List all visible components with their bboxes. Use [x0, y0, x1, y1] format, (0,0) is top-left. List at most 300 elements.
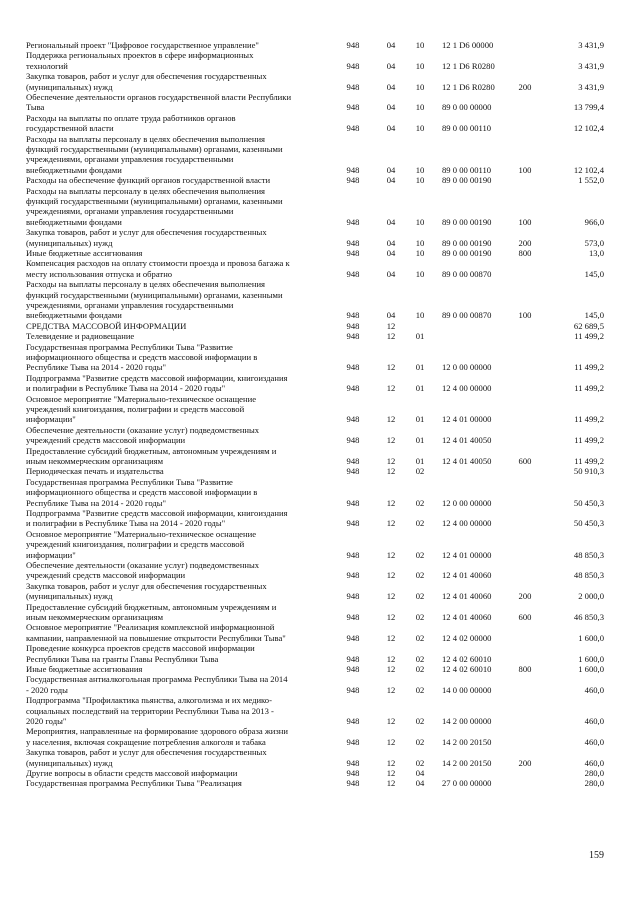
amount: 50 910,3 — [573, 466, 604, 477]
row-name — [26, 602, 338, 623]
row-name-line: Тыва — [26, 102, 45, 113]
code-grbs: 948 — [346, 310, 360, 321]
code-target-article: 12 4 01 40060 — [442, 570, 492, 581]
code-target-article: 12 4 00 00000 — [442, 518, 492, 529]
table-row — [0, 778, 640, 788]
code-grbs: 948 — [346, 455, 360, 466]
code-subsection: 02 — [415, 518, 425, 529]
code-section: 04 — [386, 248, 396, 258]
amount: 11 499,2 — [574, 455, 604, 466]
code-section: 12 — [386, 455, 396, 466]
table-row — [0, 602, 640, 623]
code-section: 12 — [386, 383, 396, 394]
table-row — [0, 92, 640, 113]
code-expense-type: 200 — [518, 81, 532, 92]
row-name-line: Подпрограмма "Профилактика пьянства, алкоголизма и их медико- — [26, 695, 272, 706]
code-grbs: 948 — [346, 653, 360, 664]
table-row — [0, 768, 640, 778]
amount: 46 850,3 — [573, 611, 604, 622]
row-name-line: иным некоммерческим организациям — [26, 456, 164, 466]
table-row — [0, 446, 640, 467]
code-section: 12 — [386, 591, 396, 602]
code-target-article: 89 0 00 00190 — [442, 216, 492, 227]
row-name-line: Основное мероприятие "Реализация комплексной информационной — [26, 622, 275, 633]
amount: 11 499,2 — [574, 414, 604, 425]
code-target-article: 12 1 D6 00000 — [442, 40, 494, 50]
row-name — [26, 331, 338, 341]
code-section: 12 — [386, 362, 396, 373]
row-name-line: Региональный проект "Цифровое государственное управление" — [26, 40, 259, 50]
table-row — [0, 113, 640, 134]
code-grbs: 948 — [346, 611, 360, 622]
code-section: 12 — [386, 653, 396, 664]
row-name — [26, 258, 338, 279]
row-name-line: Обеспечение деятельности (оказание услуг) подведомственных — [26, 424, 260, 435]
amount: 48 850,3 — [573, 549, 604, 560]
code-subsection: 02 — [415, 611, 425, 622]
code-subsection: 02 — [415, 736, 425, 747]
code-subsection: 02 — [415, 570, 425, 581]
row-name-line: функций государственными (муниципальными) органами, казенными — [26, 289, 283, 300]
code-grbs: 948 — [346, 684, 360, 695]
amount: 280,0 — [584, 778, 604, 789]
table-row — [0, 248, 640, 258]
row-name — [26, 768, 338, 778]
amount: 11 499,2 — [574, 383, 604, 394]
row-name-line: информационного общества и средств массовой информации в — [26, 352, 258, 362]
code-target-article: 12 4 01 00000 — [442, 414, 492, 425]
code-target-article: 14 2 00 00000 — [442, 715, 492, 726]
code-section: 12 — [386, 435, 396, 446]
code-section: 12 — [386, 757, 396, 768]
row-name-line: функций государственными (муниципальными) органами, казенными — [26, 196, 283, 206]
row-name-line: государственной власти — [26, 123, 114, 134]
code-target-article: 89 0 00 00000 — [442, 102, 492, 113]
table-row — [0, 258, 640, 279]
row-name-line: социальных последствий на территории Республики Тыва на 2013 - — [26, 705, 274, 716]
code-subsection: 01 — [415, 362, 425, 373]
code-subsection: 10 — [415, 310, 425, 321]
code-grbs: 948 — [346, 331, 360, 342]
amount: 1 600,0 — [578, 632, 604, 643]
row-name-line: Расходы на выплаты персоналу в целях обеспечения выполнения — [26, 133, 266, 144]
code-section: 12 — [386, 466, 396, 477]
code-target-article: 12 4 02 60010 — [442, 653, 492, 664]
code-target-article: 14 0 00 00000 — [442, 684, 492, 695]
row-name — [26, 529, 338, 560]
code-target-article: 12 1 D6 R0280 — [442, 81, 495, 92]
row-name-line: и полиграфии в Республике Тыва на 2014 - 2020 годы" — [26, 383, 226, 394]
row-name — [26, 342, 338, 373]
code-grbs: 948 — [346, 248, 360, 258]
code-section: 12 — [386, 664, 396, 674]
code-section: 12 — [386, 549, 396, 560]
code-grbs: 948 — [346, 81, 360, 92]
code-expense-type: 100 — [518, 164, 532, 175]
table-row — [0, 425, 640, 446]
amount: 48 850,3 — [573, 570, 604, 581]
row-name-line: внебюджетными фондами — [26, 216, 122, 227]
table-row — [0, 747, 640, 768]
amount: 1 600,0 — [578, 664, 604, 674]
code-target-article: 89 0 00 00110 — [442, 164, 492, 175]
row-name — [26, 279, 338, 321]
code-grbs: 948 — [346, 715, 360, 726]
row-name-line: у населения, включая сокращение потребления алкоголя и табака — [26, 736, 266, 747]
code-subsection: 02 — [415, 684, 425, 695]
row-name-line: Подпрограмма "Развитие средств массовой информации, книгоиздания — [26, 508, 288, 518]
code-section: 04 — [386, 40, 396, 50]
row-name-line: учреждений средств массовой информации — [26, 570, 186, 581]
table-row — [0, 40, 640, 50]
amount: 460,0 — [584, 757, 604, 768]
table-row — [0, 71, 640, 92]
row-name — [26, 71, 338, 92]
code-grbs: 948 — [346, 414, 360, 425]
row-name-line: Компенсация расходов на оплату стоимости проезда и провоза багажа к — [26, 258, 290, 269]
page-number: 159 — [589, 850, 604, 861]
row-name — [26, 643, 338, 664]
row-name-line: Мероприятия, направленные на формирование здорового образа жизни — [26, 726, 288, 737]
code-subsection: 01 — [415, 383, 425, 394]
code-section: 12 — [386, 331, 396, 342]
row-name — [26, 664, 338, 674]
code-grbs: 948 — [346, 123, 360, 134]
code-section: 12 — [386, 778, 396, 789]
code-expense-type: 200 — [518, 591, 532, 602]
code-grbs: 948 — [346, 383, 360, 394]
row-name — [26, 778, 338, 788]
code-target-article: 12 4 02 60010 — [442, 664, 492, 674]
code-subsection: 02 — [415, 757, 425, 768]
code-target-article: 89 0 00 00190 — [442, 248, 492, 258]
code-section: 04 — [386, 237, 396, 248]
code-grbs: 948 — [346, 549, 360, 560]
row-name-line: учреждениями, органами управления государственными — [26, 154, 234, 165]
row-name — [26, 477, 338, 508]
code-grbs: 948 — [346, 570, 360, 581]
row-name — [26, 726, 338, 747]
table-row — [0, 321, 640, 331]
table-row — [0, 581, 640, 602]
row-name — [26, 373, 338, 394]
row-name-line: учреждений книгоиздания, полиграфии и средств массовой — [26, 539, 245, 550]
row-name-line: Основное мероприятие "Материально-техническое оснащение — [26, 528, 257, 539]
amount: 573,0 — [584, 237, 604, 248]
table-row — [0, 50, 640, 71]
row-name-line: Государственная программа Республики Тыва "Развитие — [26, 341, 233, 352]
table-row — [0, 560, 640, 581]
amount: 460,0 — [584, 715, 604, 726]
amount: 11 499,2 — [574, 331, 604, 342]
row-name-line: внебюджетными фондами — [26, 164, 122, 175]
code-subsection: 10 — [415, 40, 425, 50]
code-subsection: 10 — [415, 123, 425, 134]
code-subsection: 01 — [415, 435, 425, 446]
row-name-line: и полиграфии в Республике Тыва на 2014 - 2020 годы" — [26, 518, 226, 529]
row-name-line: Обеспечение деятельности органов государственной власти Республики — [26, 92, 292, 102]
row-name-line: Государственная программа Республики Тыва "Реализация — [26, 778, 242, 789]
code-section: 12 — [386, 736, 396, 747]
code-subsection: 10 — [415, 216, 425, 227]
row-name — [26, 40, 338, 50]
code-section: 12 — [386, 570, 396, 581]
code-section: 04 — [386, 60, 396, 71]
code-expense-type: 200 — [518, 757, 532, 768]
code-grbs: 948 — [346, 102, 360, 113]
code-subsection: 10 — [415, 237, 425, 248]
table-row — [0, 529, 640, 560]
code-expense-type: 600 — [518, 455, 532, 466]
row-name-line: Поддержка региональных проектов в сфере информационных — [26, 50, 254, 61]
code-target-article: 12 1 D6 R0280 — [442, 60, 495, 71]
row-name-line: технологий — [26, 60, 68, 71]
code-target-article: 12 4 01 40060 — [442, 591, 492, 602]
row-name-line: - 2020 годы — [26, 684, 68, 695]
row-name-line: Проведение конкурса проектов средств массовой информации — [26, 643, 255, 654]
code-subsection: 10 — [415, 60, 425, 71]
table-row — [0, 394, 640, 425]
code-expense-type: 100 — [518, 216, 532, 227]
code-subsection: 10 — [415, 81, 425, 92]
code-subsection: 02 — [415, 664, 425, 674]
code-section: 12 — [386, 414, 396, 425]
code-section: 04 — [386, 102, 396, 113]
amount: 50 450,3 — [573, 518, 604, 529]
code-section: 04 — [386, 175, 396, 186]
code-target-article: 89 0 00 00190 — [442, 175, 492, 186]
code-target-article: 89 0 00 00190 — [442, 237, 492, 248]
table-row — [0, 643, 640, 664]
row-name-line: внебюджетными фондами — [26, 310, 122, 321]
code-subsection: 04 — [415, 768, 425, 778]
row-name-line: Закупка товаров, работ и услуг для обеспечения государственных — [26, 747, 267, 758]
row-name — [26, 425, 338, 446]
code-expense-type: 200 — [518, 237, 532, 248]
code-grbs: 948 — [346, 518, 360, 529]
row-name-line: информации" — [26, 414, 76, 425]
code-target-article: 12 4 01 00000 — [442, 549, 492, 560]
code-subsection: 02 — [415, 497, 425, 508]
code-subsection: 02 — [415, 466, 425, 477]
row-name — [26, 446, 338, 467]
row-name-line: Республике Тыва на 2014 - 2020 годы" — [26, 497, 167, 508]
row-name-line: иным некоммерческим организациям — [26, 612, 164, 622]
row-name-line: Государственная антиалкогольная программа Республики Тыва на 2014 — [26, 674, 288, 685]
code-target-article: 12 4 01 40060 — [442, 611, 492, 622]
code-section: 04 — [386, 123, 396, 134]
code-grbs: 948 — [346, 175, 360, 186]
row-name — [26, 695, 338, 726]
table-row — [0, 466, 640, 476]
table-row — [0, 342, 640, 373]
row-name-line: Основное мероприятие "Материально-техническое оснащение — [26, 393, 257, 404]
amount: 145,0 — [584, 310, 604, 321]
code-subsection: 10 — [415, 268, 425, 279]
code-subsection: 01 — [415, 414, 425, 425]
code-grbs: 948 — [346, 435, 360, 446]
row-name-line: СРЕДСТВА МАССОВОЙ ИНФОРМАЦИИ — [26, 320, 187, 331]
row-name — [26, 674, 338, 695]
amount: 1 600,0 — [578, 653, 604, 664]
amount: 966,0 — [584, 216, 604, 227]
code-grbs: 948 — [346, 216, 360, 227]
table-row — [0, 508, 640, 529]
row-name-line: Другие вопросы в области средств массовой информации — [26, 768, 238, 778]
table-row — [0, 175, 640, 185]
table-row — [0, 674, 640, 695]
amount: 1 552,0 — [578, 175, 604, 186]
code-subsection: 01 — [415, 331, 425, 342]
code-grbs: 948 — [346, 362, 360, 373]
row-name-line: (муниципальных) нужд — [26, 591, 113, 602]
code-grbs: 948 — [346, 237, 360, 248]
row-name-line: Предоставление субсидий бюджетным, автономным учреждениям и — [26, 445, 277, 456]
code-target-article: 12 4 00 00000 — [442, 383, 492, 394]
code-target-article: 14 2 00 20150 — [442, 736, 492, 747]
code-grbs: 948 — [346, 591, 360, 602]
row-name — [26, 248, 338, 258]
table-row — [0, 331, 640, 341]
code-target-article: 12 4 02 00000 — [442, 632, 492, 643]
row-name-line: учреждений средств массовой информации — [26, 435, 186, 446]
code-target-article: 89 0 00 00870 — [442, 310, 492, 321]
amount: 11 499,2 — [574, 362, 604, 373]
code-target-article: 27 0 00 00000 — [442, 778, 492, 789]
row-name-line: функций государственными (муниципальными) органами, казенными — [26, 144, 283, 154]
code-grbs: 948 — [346, 497, 360, 508]
row-name-line: Расходы на выплаты персоналу в целях обеспечения выполнения — [26, 185, 266, 196]
row-name — [26, 466, 338, 476]
row-name — [26, 394, 338, 425]
table-row — [0, 227, 640, 248]
table-row — [0, 664, 640, 674]
row-name-line: 2020 годы" — [26, 716, 67, 726]
code-target-article: 12 0 00 00000 — [442, 497, 492, 508]
table-row — [0, 726, 640, 747]
code-section: 04 — [386, 268, 396, 279]
code-grbs: 948 — [346, 768, 360, 778]
row-name-line: учреждениями, органами управления государственными — [26, 300, 234, 310]
code-section: 04 — [386, 310, 396, 321]
code-grbs: 948 — [346, 40, 360, 50]
code-section: 12 — [386, 768, 396, 778]
code-expense-type: 600 — [518, 611, 532, 622]
amount: 280,0 — [584, 768, 604, 778]
row-name — [26, 747, 338, 768]
table-row — [0, 477, 640, 508]
code-target-article: 12 0 00 00000 — [442, 362, 492, 373]
row-name-line: Подпрограмма "Развитие средств массовой информации, книгоиздания — [26, 372, 288, 383]
row-name-line: Расходы на выплаты по оплате труда работников органов — [26, 112, 236, 123]
code-target-article: 12 4 01 40050 — [442, 455, 492, 466]
row-name-line: Расходы на обеспечение функций органов государственной власти — [26, 175, 271, 186]
row-name-line: Телевидение и радиовещание — [26, 331, 135, 342]
row-name-line: информационного общества и средств массовой информации в — [26, 487, 258, 498]
code-subsection: 02 — [415, 653, 425, 664]
code-section: 12 — [386, 715, 396, 726]
row-name — [26, 175, 338, 185]
code-grbs: 948 — [346, 778, 360, 789]
row-name — [26, 113, 338, 134]
table-row — [0, 695, 640, 726]
row-name-line: Республики Тыва на гранты Главы Республики Тыва — [26, 653, 219, 664]
row-name-line: учреждений книгоиздания, полиграфии и средств массовой — [26, 404, 245, 414]
row-name — [26, 227, 338, 248]
amount: 3 431,9 — [578, 60, 604, 71]
code-subsection: 10 — [415, 175, 425, 186]
row-name — [26, 134, 338, 176]
code-subsection: 02 — [415, 591, 425, 602]
amount: 3 431,9 — [578, 81, 604, 92]
code-target-article: 12 4 01 40050 — [442, 435, 492, 446]
amount: 460,0 — [584, 684, 604, 695]
code-grbs: 948 — [346, 466, 360, 477]
code-target-article: 14 2 00 20150 — [442, 757, 492, 768]
table-row — [0, 134, 640, 176]
code-subsection: 10 — [415, 102, 425, 113]
code-subsection: 02 — [415, 632, 425, 643]
code-subsection: 02 — [415, 715, 425, 726]
row-name — [26, 560, 338, 581]
row-name-line: Иные бюджетные ассигнования — [26, 248, 143, 258]
code-section: 12 — [386, 518, 396, 529]
table-row — [0, 279, 640, 321]
amount: 3 431,9 — [578, 40, 604, 50]
code-grbs: 948 — [346, 664, 360, 674]
row-name-line: Обеспечение деятельности (оказание услуг) подведомственных — [26, 560, 260, 570]
code-section: 12 — [386, 320, 396, 331]
code-grbs: 948 — [346, 268, 360, 279]
row-name — [26, 508, 338, 529]
code-section: 12 — [386, 611, 396, 622]
row-name-line: (муниципальных) нужд — [26, 237, 113, 248]
amount: 12 102,4 — [573, 123, 604, 134]
row-name-line: Закупка товаров, работ и услуг для обеспечения государственных — [26, 227, 267, 238]
row-name-line: (муниципальных) нужд — [26, 81, 113, 92]
code-subsection: 01 — [415, 455, 425, 466]
code-grbs: 948 — [346, 320, 360, 331]
row-name-line: Расходы на выплаты персоналу в целях обеспечения выполнения — [26, 279, 266, 290]
row-name — [26, 186, 338, 228]
table-row — [0, 622, 640, 643]
code-grbs: 948 — [346, 164, 360, 175]
code-subsection: 10 — [415, 248, 425, 258]
row-name-line: Иные бюджетные ассигнования — [26, 664, 143, 674]
code-section: 04 — [386, 81, 396, 92]
amount: 11 499,2 — [574, 435, 604, 446]
amount: 13 799,4 — [573, 102, 604, 113]
table-row — [0, 186, 640, 228]
code-section: 12 — [386, 684, 396, 695]
row-name-line: Периодическая печать и издательства — [26, 466, 164, 477]
row-name-line: Республике Тыва на 2014 - 2020 годы" — [26, 362, 167, 373]
code-grbs: 948 — [346, 736, 360, 747]
row-name-line: учреждениями, органами управления государственными — [26, 206, 234, 217]
code-expense-type: 800 — [518, 664, 532, 674]
row-name — [26, 92, 338, 113]
code-grbs: 948 — [346, 60, 360, 71]
table-row — [0, 373, 640, 394]
code-section: 04 — [386, 164, 396, 175]
amount: 2 000,0 — [578, 591, 604, 602]
row-name — [26, 581, 338, 602]
row-name — [26, 321, 338, 331]
code-expense-type: 800 — [518, 248, 532, 258]
code-subsection: 02 — [415, 549, 425, 560]
row-name — [26, 622, 338, 643]
amount: 50 450,3 — [573, 497, 604, 508]
